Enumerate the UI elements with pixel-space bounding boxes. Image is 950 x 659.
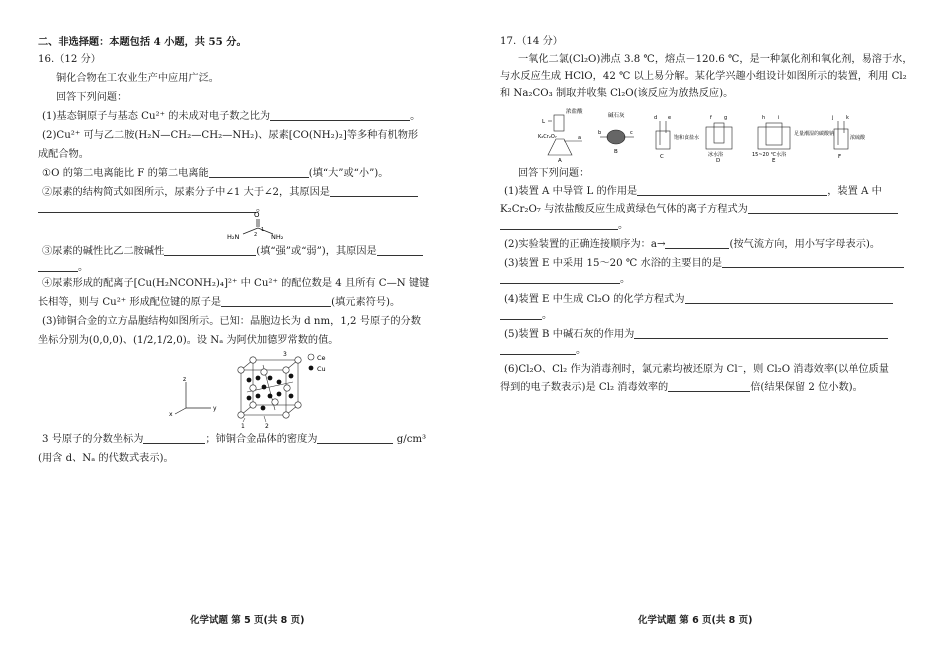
z-axis-label: z (183, 376, 187, 383)
q17-answer-prompt: 回答下列问题： (518, 168, 590, 179)
q16-p3-ans2: ；铈铜合金晶体的密度为 (205, 434, 318, 445)
urea-n2-label: NH₂ (271, 233, 284, 240)
q16-p1-blank[interactable] (270, 108, 410, 121)
q17-p4-line2 (500, 306, 552, 326)
apparatus-e-label: E (772, 158, 776, 163)
port-h-label: h (762, 115, 766, 121)
ce-atoms (238, 357, 301, 418)
q16-answer-prompt: 回答下列问题： (56, 92, 128, 103)
q17-p6-line2 (500, 378, 863, 398)
q17-p1-blank-3[interactable] (500, 217, 618, 230)
apparatus-figure (538, 101, 878, 163)
q17-p5-text: (5)装置 B 中碱石灰的作用为 (504, 329, 635, 340)
q16-p2a-text: ①O 的第二电离能比 F 的第二电离能 (42, 168, 209, 179)
q16-p2c-blank-2[interactable] (377, 243, 423, 256)
q17-p4-blank-2[interactable] (500, 307, 542, 320)
soda-lime-label: 碱石灰 (608, 113, 625, 119)
apparatus-b (600, 130, 634, 144)
warm-bath-e (758, 127, 790, 149)
q16-p2d-line1: ④尿素形成的配离子[Cu(H₂NCONH₂)₄]²⁺ 中 Cu²⁺ 的配位数是 4 且所有 C—N 键键 (42, 278, 430, 289)
apparatus-c (656, 121, 670, 149)
port-k-label: k (846, 115, 849, 121)
port-j-label: j (832, 115, 834, 121)
q17-p6-line1: (6)Cl₂O、Cl₂ 作为消毒剂时，氯元素均被还原为 Cl⁻，则 Cl₂O 消毒效率(以单位质量 (504, 364, 889, 375)
q16-intro: 铜化合物在工农业生产中应用广泛。 (56, 73, 219, 84)
q17-p3-end: 。 (620, 274, 631, 285)
section-header: 二、非选择题：本题包括 4 小题，共 55 分。 (38, 36, 247, 48)
y-axis-label: y (213, 405, 217, 412)
q16-p3-line1: (3)铈铜合金的立方晶胞结构如图所示。已知：晶胞边长为 d nm，1,2 号原子的分数 (42, 316, 421, 327)
q17-intro-line3: 和 Na₂CO₃ 制取并收集 Cl₂O(该反应为放热反应)。 (500, 88, 734, 99)
apparatus-d (706, 123, 732, 149)
crystal-cell-figure (163, 350, 333, 428)
bottle-c (656, 131, 670, 149)
q17-p1-l2-text: K₂Cr₂O₇ 与浓盐酸反应生成黄绿色气体的离子方程式为 (500, 204, 748, 215)
h2so4-label: 浓硫酸 (850, 135, 866, 141)
q16-p2d-text: 长相等，则与 Cu²⁺ 形成配位键的原子是 (38, 297, 222, 308)
port-g-label: g (724, 115, 728, 121)
apparatus-b-label: B (614, 149, 618, 155)
q17-number: 17.（14 分） (500, 36, 563, 47)
k2cr2o7-label: K₂Cr₂O₇ (538, 134, 557, 140)
hcl-label: 浓盐酸 (566, 109, 583, 115)
urea-o-label: O (254, 211, 260, 219)
axes (169, 376, 217, 418)
q17-p2-end: (按气流方向，用小写字母表示)。 (729, 239, 881, 250)
q17-p4-end: 。 (542, 310, 553, 321)
port-e-label: e (668, 115, 672, 121)
flask-a (548, 139, 572, 155)
q17-p3-line2 (500, 270, 630, 290)
q17-intro-line2: 与水反应生成 HClO，42 ℃ 以上易分解。某化学兴趣小组设计如图所示的装置，利用 Cl₂ (500, 71, 907, 82)
q16-p2-line1: (2)Cu²⁺ 可与乙二胺(H₂N—CH₂—CH₂—NH₂)、尿素[CO(NH₂)₂]等多种有机物形 (42, 130, 419, 141)
q17-p1-blank-2[interactable] (748, 201, 898, 214)
apparatus-e (758, 123, 790, 149)
q16-p3-ans1: 3 号原子的分数坐标为 (42, 434, 144, 445)
q17-p3-text: (3)装置 E 中采用 15～20 ℃ 水浴的主要目的是 (504, 258, 723, 269)
q16-p2b-text: ②尿素的结构简式如图所示，尿素分子中∠1 大于∠2，其原因是 (42, 187, 330, 198)
q17-p1-text: (1)装置 A 中导管 L 的作用是 (504, 186, 638, 197)
q16-p3-unit: g/cm³ (396, 434, 427, 445)
urea-structure-figure (223, 208, 293, 240)
q17-p3-blank-2[interactable] (500, 271, 620, 284)
q17-p5-line2 (500, 341, 586, 361)
q16-p3-answer (42, 430, 426, 450)
ce-legend-label: Ce (317, 354, 326, 362)
q17-p3-blank-1[interactable] (722, 255, 904, 268)
urea-n1-label: H₂N (227, 233, 240, 240)
q17-p5-blank-2[interactable] (500, 342, 576, 355)
port-d-label: d (654, 115, 658, 121)
q16-p2a (42, 164, 388, 184)
q16-p1-text: (1)基态铜原子与基态 Cu²⁺ 的未成对电子数之比为 (42, 111, 271, 122)
right-page (500, 0, 918, 659)
q17-p4 (504, 290, 893, 310)
port-i-label: i (778, 115, 780, 121)
ice-bath-label: 冰水浴 (708, 152, 724, 158)
q16-p2c (42, 242, 423, 262)
q16-p3-last: (用含 d、Nₐ 的代数式表示)。 (38, 453, 174, 464)
ice-bath-d (706, 127, 732, 149)
cu-legend-label: Cu (317, 365, 326, 373)
q16-p3-blank-2[interactable] (317, 431, 393, 444)
apparatus-c-label: C (660, 154, 664, 160)
q17-p6-l2-text-b: 倍(结果保留 2 位小数)。 (750, 382, 863, 393)
q16-p2c-text: ③尿素的碱性比乙二胺碱性 (42, 246, 165, 257)
q17-p1 (504, 182, 882, 202)
q17-p2-text: (2)实验装置的正确连接顺序为：a→ (504, 239, 666, 250)
urea-angle-1-label: 1 (261, 227, 265, 233)
x-axis (175, 408, 186, 414)
q17-p4-text: (4)装置 E 中生成 Cl₂O 的化学方程式为 (504, 294, 685, 305)
q16-number: 16.（12 分） (38, 54, 101, 65)
q16-p2c-blank-3[interactable] (38, 259, 78, 272)
ce-legend-marker (308, 354, 314, 360)
warm-bath-label: 15~20 ℃水浴 (752, 152, 787, 158)
atom-2-marker: 2 (265, 423, 269, 428)
port-b-label: b (598, 130, 602, 136)
q17-p5-blank-1[interactable] (634, 326, 888, 339)
q16-p2a-end: (填“大”或“小”)。 (308, 168, 389, 179)
right-page-footer: 化学试题 第 6 页(共 8 页) (638, 615, 753, 626)
q16-p2a-blank[interactable] (209, 165, 309, 178)
q17-intro-line1: 一氧化二氯(Cl₂O)沸点 3.8 ℃，熔点－120.6 ℃，是一种氯化剂和氧化剂，易溶于水， (518, 54, 913, 65)
x-axis-label: x (169, 411, 173, 418)
q17-p2 (504, 235, 880, 255)
port-f-label: f (710, 115, 712, 121)
q16-p2c-mid: (填“强”或“弱”)，其原因是 (256, 246, 377, 257)
cu-legend-marker (309, 366, 314, 371)
q17-p4-blank-1[interactable] (685, 291, 893, 304)
q17-p2-blank[interactable] (665, 236, 729, 249)
soda-lime-tube (607, 130, 625, 144)
q16-p2d-end: (填元素符号)。 (331, 297, 401, 308)
q17-p6-l2-text-a: 得到的电子数表示)是 Cl₂ 消毒效率的 (500, 382, 669, 393)
q16-p2d-blank[interactable] (221, 294, 331, 307)
u-tube-d (714, 123, 724, 143)
atom-3-marker: 3 (283, 351, 287, 358)
funnel-a (554, 115, 564, 131)
q16-p1 (42, 107, 420, 127)
q16-p2b-end: 。 (256, 203, 267, 214)
atom-1-marker: 1 (241, 423, 245, 428)
bottle-f (834, 129, 848, 149)
q16-p2c-end: 。 (78, 262, 89, 273)
q17-p5-end: 。 (576, 345, 587, 356)
tube-l-label: L (542, 119, 546, 125)
q16-p2c-blank-1[interactable] (164, 243, 256, 256)
left-page-footer: 化学试题 第 5 页(共 8 页) (190, 615, 305, 626)
apparatus-f (834, 121, 848, 149)
na2co3-label: 足量潮湿的碳酸钠 (794, 131, 835, 137)
q17-p6-blank[interactable] (668, 379, 750, 392)
apparatus-f-label: F (838, 154, 842, 160)
left-page (38, 0, 458, 659)
apparatus-d-label: D (716, 158, 721, 163)
vessel-e (766, 123, 782, 145)
urea-angle-2-label: 2 (254, 232, 258, 238)
q16-p1-end: 。 (410, 111, 421, 122)
q16-p2-line2: 成配合物。 (38, 149, 89, 160)
port-a-label: a (578, 135, 582, 141)
q17-p1-line3 (500, 216, 628, 236)
q17-p1-text-b: ，装置 A 中 (827, 186, 882, 197)
port-c-label: c (630, 130, 633, 136)
q16-p3-blank-1[interactable] (143, 431, 205, 444)
brine-label: 饱和食盐水 (674, 135, 700, 141)
q17-p1-blank-1[interactable] (637, 183, 827, 196)
q16-p2d-line2 (38, 293, 400, 313)
q17-p1-end: 。 (618, 220, 629, 231)
q16-p3-line2: 坐标分别为(0,0,0)、(1/2,1/2,0)。设 Nₐ 为阿伏加德罗常数的值。 (38, 335, 339, 346)
q16-p2b-blank-1[interactable] (330, 184, 418, 197)
apparatus-a-label: A (558, 158, 562, 163)
